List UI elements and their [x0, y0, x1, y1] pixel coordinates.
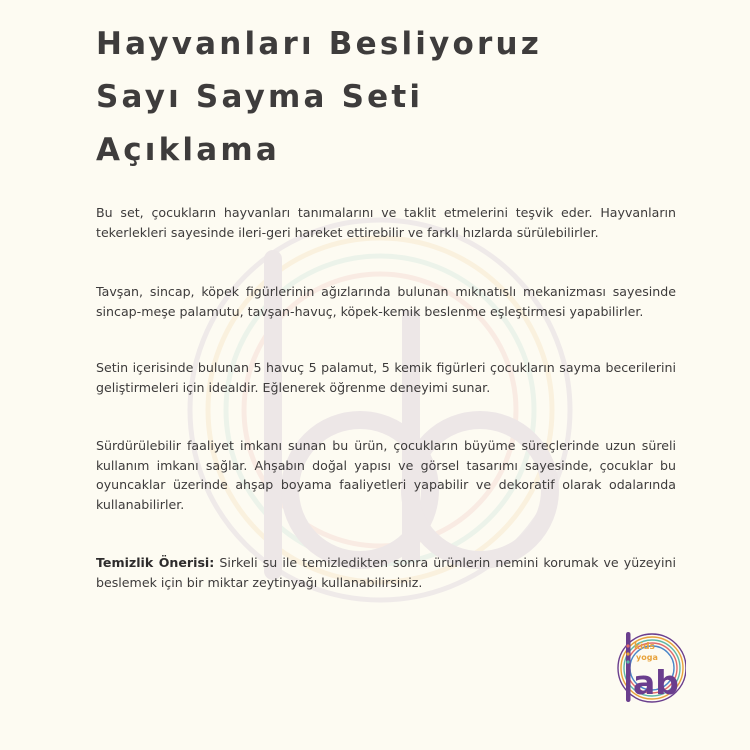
logo-text-ab: ab — [633, 663, 679, 702]
logo-text-yoga: yoga — [636, 653, 658, 662]
logo-watermark-icon — [180, 210, 580, 610]
description-paragraph-4: Sürdürülebilir faaliyet imkanı sunan bu ürün, çocukların büyüme süreçlerinde uzun süreli kullanım imkanı sağlar. Ahşabın doğal yapısı ve görsel tasarımı sayesinde, çocuklar bu oyuncaklar üzerinde ahşap boyama faaliyetleri yapabilir ve dekoratif olarak odalarında kullanabilirler. — [96, 438, 676, 512]
title-line-2: Sayı Sayma Seti — [96, 79, 424, 115]
description-paragraph-1: Bu set, çocukların hayvanları tanımalarını ve taklit etmelerini teşvik eder. Hayvanların tekerlekleri sayesinde ileri-geri hareket ettirebilir ve farklı hızlarda sürülebilirler. — [96, 205, 676, 240]
page-title — [96, 18, 542, 177]
cleaning-tip — [96, 553, 676, 592]
kids-yoga-lab-logo-icon — [614, 628, 686, 706]
cleaning-tip-text: Sirkeli su ile temizledikten sonra ürünlerin nemini korumak ve yüzeyini beslemek için bir miktar zeytinyağı kullanabilirsiniz. — [96, 555, 676, 590]
logo-text-kids: kids — [634, 642, 655, 652]
cleaning-tip-label: Temizlik Önerisi: — [96, 555, 215, 570]
description-paragraph-2: Tavşan, sincap, köpek figürlerinin ağızlarında bulunan mıknatıslı mekanizması sayesinde sincap-meşe palamutu, tavşan-havuç, köpek-kemik beslenme eşleştirmesi yapabilirler. — [96, 284, 676, 319]
title-line-3: Açıklama — [96, 132, 280, 168]
description-paragraph-3: Setin içerisinde bulunan 5 havuç 5 palamut, 5 kemik figürleri çocukların sayma becerilerini geliştirmeleri için idealdir. Eğlenerek öğrenme deneyimi sunar. — [96, 360, 676, 395]
title-line-1: Hayvanları Besliyoruz — [96, 26, 543, 62]
